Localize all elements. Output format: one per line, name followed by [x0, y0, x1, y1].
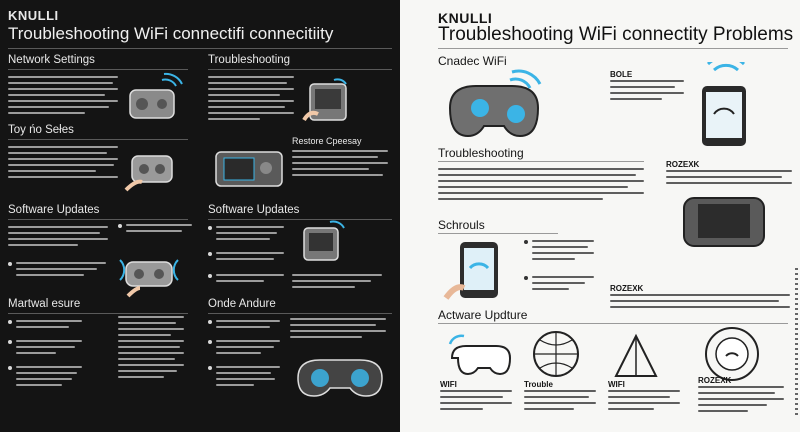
item-label: WIFI [608, 380, 625, 389]
item-label: ROZEXK [698, 376, 732, 385]
item-label: Trouble [524, 380, 553, 389]
divider [8, 139, 188, 140]
paragraph [440, 390, 512, 414]
paragraph [208, 76, 294, 124]
controller-icon [288, 350, 392, 406]
section-heading: Software Updates [208, 204, 300, 216]
brand-logo: KNULLI [438, 10, 493, 26]
divider [8, 313, 188, 314]
antenna-icon [606, 326, 666, 382]
paragraph [8, 76, 118, 118]
paragraph [292, 274, 382, 292]
divider [8, 219, 188, 220]
divider [438, 233, 558, 234]
section-heading: Toy ńo Sełes [8, 124, 74, 136]
section-heading: Onde Andure [208, 298, 276, 310]
section-heading: Troubleshooting [438, 146, 524, 160]
paragraph [292, 150, 388, 180]
controller-wifi-icon [112, 240, 188, 298]
handheld-console-icon [676, 190, 776, 254]
item-label: BOLE [610, 70, 633, 79]
section-heading: Martwal esure [8, 298, 81, 310]
item-label: ROZEXK [610, 284, 644, 293]
divider [8, 48, 392, 49]
divider [438, 161, 644, 162]
item-label: ROZEXK [666, 160, 700, 169]
section-heading: Actware Updture [438, 308, 528, 322]
paragraph [610, 80, 684, 104]
paragraph [290, 318, 386, 342]
phone-signal-icon [440, 236, 520, 308]
page-title: Troubleshooting WiFi connectifi connecitiity [8, 24, 334, 43]
paragraph [8, 226, 108, 250]
paragraph [608, 390, 680, 414]
paragraph [524, 390, 596, 414]
section-heading: Network Settings [8, 54, 95, 66]
scrollbar[interactable] [795, 268, 798, 418]
section-heading: Cnadec WiFi [438, 54, 507, 68]
paragraph [438, 168, 644, 204]
paragraph [118, 316, 184, 382]
paragraph [8, 146, 118, 182]
divider [208, 313, 392, 314]
page-title: Troubleshooting WiFi connectity Problems [438, 24, 794, 45]
paragraph [698, 386, 784, 416]
device-screen-icon [212, 148, 288, 190]
controller-hands-icon [122, 144, 186, 198]
brand-logo: KNULLI [8, 8, 59, 23]
handheld-console-icon [298, 70, 362, 130]
section-heading: Software Updates [8, 204, 100, 216]
gamepad-wifi-icon [440, 68, 550, 148]
light-infographic-panel [400, 0, 800, 432]
item-label: WIFI [440, 380, 457, 389]
phone-wifi-icon [680, 62, 766, 152]
section-heading: Schrouls [438, 218, 485, 232]
controller-wifi-icon [122, 66, 186, 126]
paragraph [666, 170, 792, 188]
globe-tool-icon [528, 326, 588, 382]
divider [438, 48, 788, 49]
gamepad-wifi-icon [442, 330, 522, 380]
section-heading: Troubleshooting [208, 54, 291, 66]
handheld-wifi-icon [290, 212, 356, 266]
section-heading: Restore Cpeesay [292, 136, 362, 146]
paragraph [610, 294, 790, 312]
